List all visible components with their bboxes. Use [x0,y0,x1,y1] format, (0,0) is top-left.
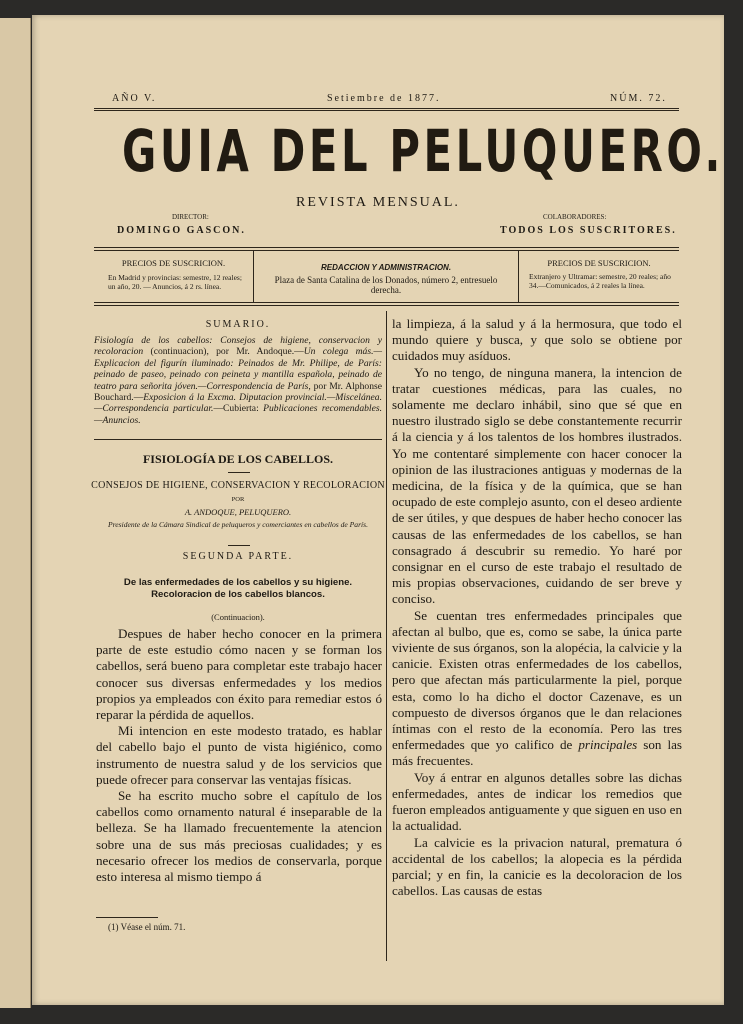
masthead-subtitle: REVISTA MENSUAL. [296,195,460,210]
issue-year: AÑO V. [112,93,157,104]
paragraph: La calvicie es la privacion natural, prematura ó accidental de los cabellos; la alopecia es la pérdida parcial; y en fin, la canicie es la decoloracion de los cabellos. Las causas de estas [392,834,682,899]
paragraph: Despues de haber hecho conocer en la primera parte de este estudio cómo nacen y se forman los cabellos, será bueno para completar este trabajo hacer conocer sus diversas enfermedades y los medios propios ya empleados con éxito para remediar estos ó reparar la pérdida de aquellos. [96,626,382,723]
masthead-title: GUIA DEL PELUQUERO. [122,117,725,185]
article-title: FISIOLOGÍA DE LOS CABELLOS. [142,452,334,466]
article-author: A. ANDOQUE, PELUQUERO. [184,507,292,517]
article-continuation: (Continuacion). [211,612,265,622]
paragraph: Yo no tengo, de ninguna manera, la intencion de tratar cuestiones médicas, para las cuales, no solamente me declaro inhábil, sino que sé que en nuestro ilustrado siglo se debe constantemente recurrir á la ciencia y á los talentos de los hombres ilustrados. Yo me contentaré simplemente con hacer conocer la opinion de las ilustraciones antiguas y modernas de la medicina, de la física y de la química, que se han ocupado de este complejo asunto, con el deseo ardiente de ser útiles, y que despues de haber hecho conocer las causas de las enfermedades de los cabellos, se han consagrado á descubrir su remedio. Yo haré por consignar en el curso de este trabajo el resultado de mis propias observaciones, cuidando de ser breve y conciso. [392,364,682,607]
redaccion-address: Plaza de Santa Catalina de los Donados, número 2, entresuelo derecha. [274,275,498,295]
subscription-left-heading: PRECIOS DE SUSCRICION. [121,258,226,268]
article-by: POR [231,496,245,503]
left-column-body [96,626,382,885]
redaccion-heading: REDACCION Y ADMINISTRACION. [320,263,452,272]
collaborators-label: COLABORADORES: [543,213,607,221]
paragraph: la limpieza, á la salud y á la hermosura, que todo el mundo quiere y busca, y que solo se obtiene por cuidados muy asíduos. [392,316,682,364]
director-name: DOMINGO GASCON. [117,225,246,236]
paragraph: Mi intencion en este modesto tratado, es hablar del cabello bajo el punto de vista higiénico, como instrumento de nuestra salud y de los servicios que puede ofrecer para conservar las ventajas físicas. [96,723,382,787]
sumario-text: Fisiología de los cabellos: Consejos de higiene, conservacion y recoloracion (continuacion), por Mr. Andoque.—Un colega más.—Explicacion del figurín iluminado: Peinados de Mr. Philipe, de París: peinado de paseo, peinado con peineta y mantilla española, peinado de teatro para señorita jóven.—Correspondencia de París, por Mr. Alphonse Bouchard.—Exposicion á la Excma. Diputacion provincial.—Miscelánea.—Correspondencia particular.—Cubierta: Publicaciones recomendables.—Anuncios. [94,335,382,426]
collaborators-name: TODOS LOS SUSCRITORES. [500,225,677,236]
subscription-right-text: Extranjero y Ultramar: semestre, 20 reales; año 34.—Comunicados, á 2 reales la línea. [529,272,671,290]
subscription-left-text: En Madrid y provincias: semestre, 12 reales; un año, 20. — Anuncios, á 2 rs. línea. [108,273,242,291]
subscription-right-heading: PRECIOS DE SUSCRICION. [547,258,651,268]
director-label: DIRECTOR: [172,213,209,221]
issue-date: Setiembre de 1877. [327,93,441,104]
sumario-heading: SUMARIO. [205,319,271,330]
footnote: (1) Véase el núm. 71. [108,922,186,932]
paragraph: Voy á entrar en algunos detalles sobre las dichas enfermedades, antes de indicar los remedios que fueron empleados antiguamente y que siguen en uso en la actualidad. [392,769,682,834]
issue-number: NÚM. 72. [610,93,667,104]
article-part: SEGUNDA PARTE. [182,551,294,562]
right-column-body [392,316,682,899]
paragraph: Se ha escrito mucho sobre el capítulo de los cabellos como ornamento natural é inseparable de la belleza. Se ha llamado frecuentemente la atencion sobre una de sus más preciosas cualidades; y es necesario ofrecer los medios de conservarla, porque esto interesa al mismo tiempo á [96,788,382,885]
newspaper-page [32,15,724,1005]
article-section-title: De las enfermedades de los cabellos y su higiene. Recoloracion de los cabellos blancos. [123,577,353,600]
paragraph: Se cuentan tres enfermedades principales que afectan al bulbo, que es, como se sabe, la única parte viviente de sus órganos, son la alopécia, la calvicie y la canicie. Existen otras enfermedades de los cabellos, pero que afectan más particularmente la piel, porque esta, como lo ha dicho el doctor Cazenave, es un compuesto de diversos órganos que le dan relaciones íntimas con el resto de la economía. Pero las tres enfermedades que yo califico de principales son las más frecuentes. [392,607,683,769]
article-author-title: Presidente de la Cámara Sindical de peluqueros y comerciantes en cabellos de París. [107,520,369,529]
article-subtitle: CONSEJOS DE HIGIENE, CONSERVACION Y RECOLORACION [91,480,385,491]
facing-page-edge [0,18,31,1008]
